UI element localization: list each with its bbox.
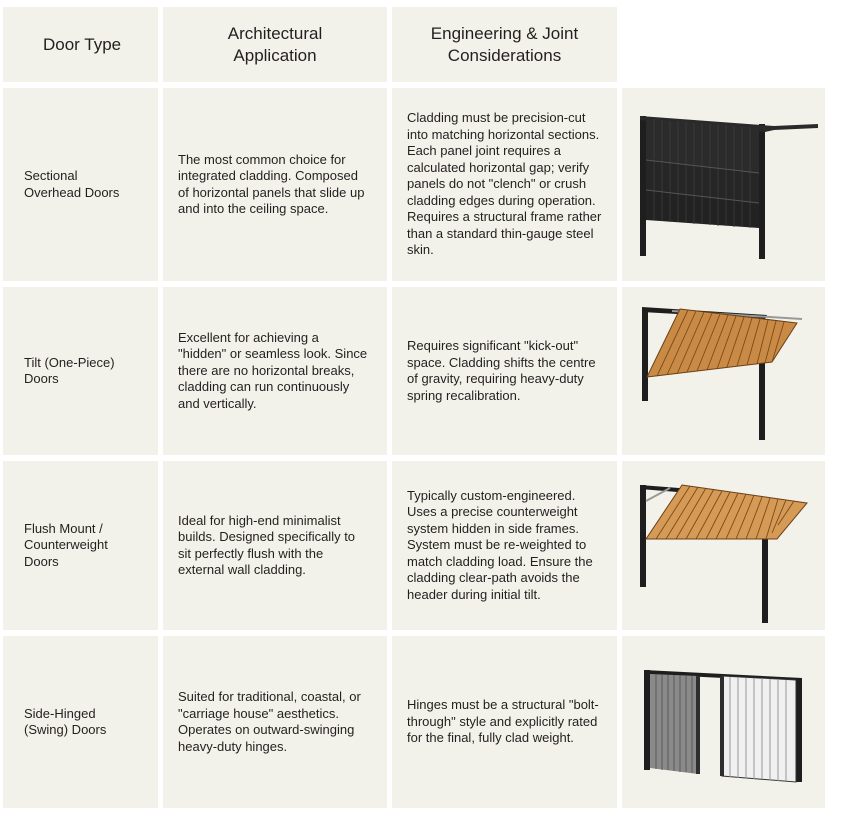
row-4-application: Suited for traditional, coastal, or "carriage house" aesthetics. Operates on outward-swinging heavy-duty hinges. [163, 636, 387, 808]
row-3-engineering: Typically custom-engineered. Uses a precise counterweight system hidden in side frames. System must be re-weighted to match cladding load. Ensure the cladding clear-path avoids the header during initial tilt. [392, 461, 617, 630]
row-1-door-type: Sectional Overhead Doors [3, 88, 158, 281]
tilt-door-image [622, 287, 825, 455]
header-engineering-considerations: Engineering & Joint Considerations [392, 7, 617, 82]
row-4-door-type: Side-Hinged (Swing) Doors [3, 636, 158, 808]
tilt-door-illustration [622, 287, 825, 455]
row-2-application: Excellent for achieving a "hidden" or seamless look. Since there are no horizontal breaks, cladding can run continuously and vertically. [163, 287, 387, 455]
sectional-door-illustration [622, 88, 825, 281]
row-4-engineering: Hinges must be a structural "bolt-through" style and explicitly rated for the final, fully clad weight. [392, 636, 617, 808]
row-2-engineering: Requires significant "kick-out" space. Cladding shifts the centre of gravity, requiring heavy-duty spring recalibration. [392, 287, 617, 455]
counterweight-door-illustration [622, 461, 825, 630]
swing-door-image [622, 636, 825, 808]
row-1-application: The most common choice for integrated cladding. Composed of horizontal panels that slide up and into the ceiling space. [163, 88, 387, 281]
counterweight-door-image [622, 461, 825, 630]
row-2-door-type: Tilt (One-Piece) Doors [3, 287, 158, 455]
header-door-type: Door Type [3, 7, 158, 82]
header-architectural-application: Architectural Application [163, 7, 387, 82]
row-3-door-type: Flush Mount / Counterweight Doors [3, 461, 158, 630]
sectional-door-image [622, 88, 825, 281]
row-3-application: Ideal for high-end minimalist builds. Designed specifically to sit perfectly flush with the external wall cladding. [163, 461, 387, 630]
row-1-engineering: Cladding must be precision-cut into matching horizontal sections. Each panel joint requires a calculated horizontal gap; verify panels do not "clench" or crush cladding edges during operation. Requires a structural frame rather than a standard thin-gauge steel skin. [392, 88, 617, 281]
swing-door-illustration [622, 636, 825, 808]
